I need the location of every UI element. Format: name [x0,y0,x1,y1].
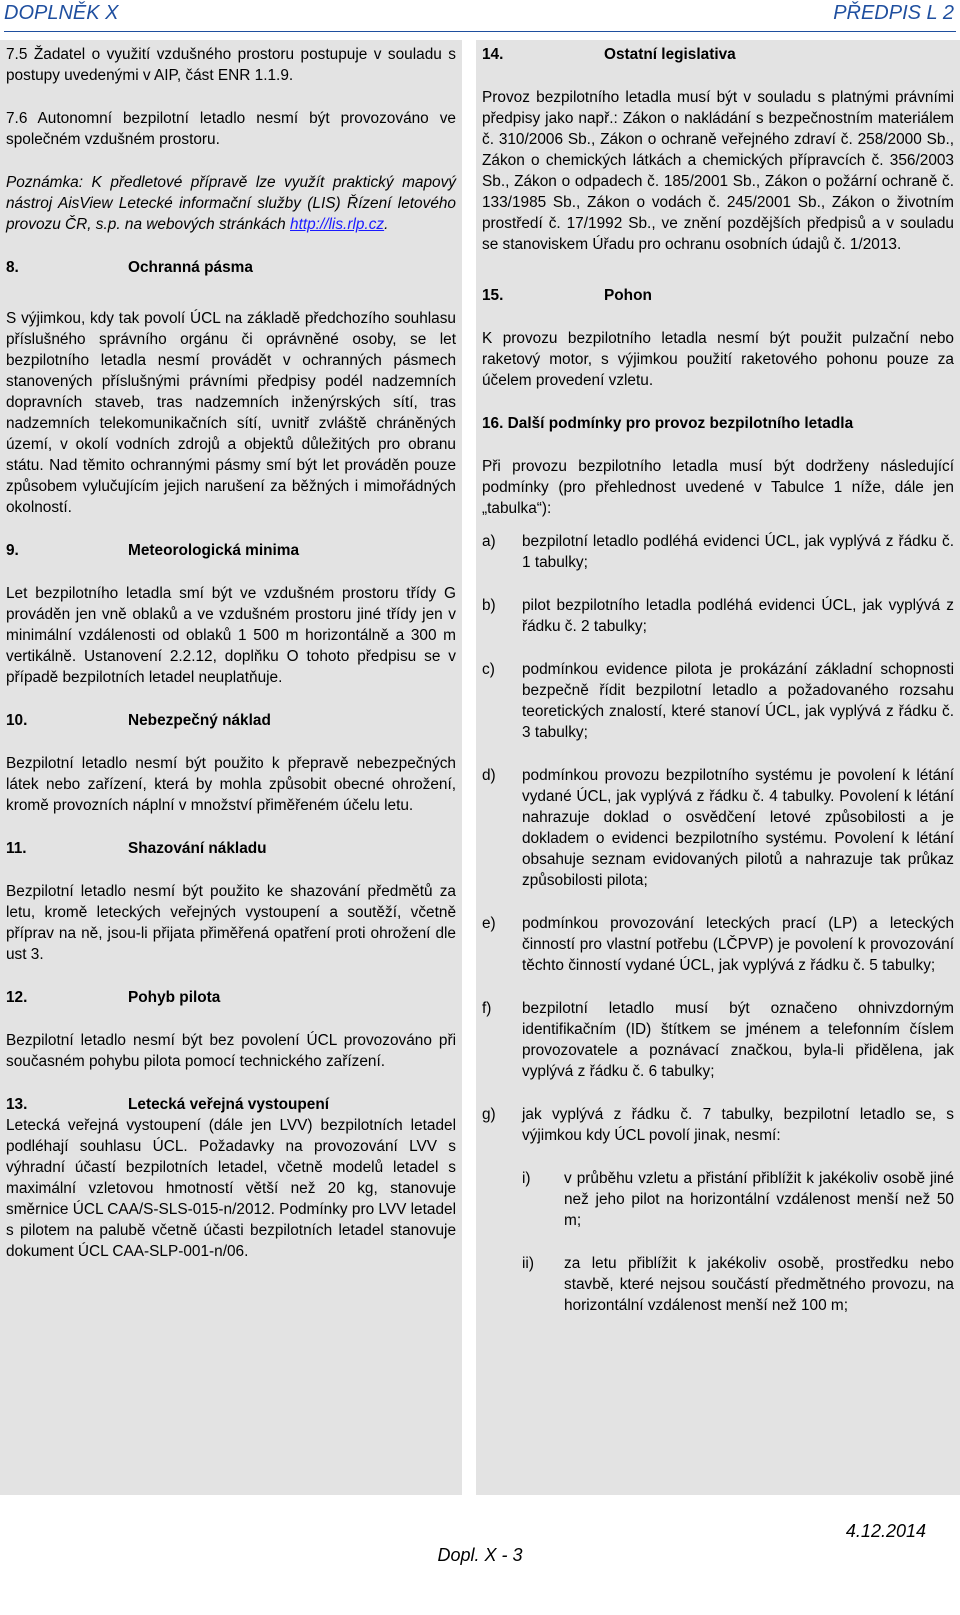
section-number: 15. [482,287,504,304]
footer-date: 4.12.2014 [845,1521,926,1541]
list-item [482,1104,954,1146]
section-title: Meteorologická minima [128,542,300,559]
section-number: 14. [482,46,504,63]
left-column [0,40,462,1495]
section-heading-10 [6,710,456,731]
subitem-label: i) [522,1170,531,1187]
section-number: 8. [6,259,19,276]
section-title: Pohon [604,287,652,304]
list-item [482,595,954,637]
section-number: 11. [6,840,27,857]
header-divider [4,31,956,32]
subitem-text: za letu přiblížit k jakékoliv osobě, prostředku nebo stavbě, které nejsou součástí předmětného provozu, na horizontální vzdálenost menší než 100 m; [564,1255,954,1314]
section-title: Ostatní legislativa [604,46,736,63]
section-title: Nebezpečný náklad [128,712,271,729]
item-label: c) [482,661,495,678]
list-item [482,913,954,976]
note-end: . [384,216,389,233]
subitem-label: ii) [522,1255,534,1272]
note-paragraph [6,172,456,235]
item-text: podmínkou evidence pilota je prokázání základní schopnosti bezpečně řídit bezpilotní letadlo a požadovaného rozsahu teoretických znalostí, které stanoví ÚCL, jak vyplývá z řádku č. 3 tabulky; [522,661,954,741]
section-13-text: Letecká veřejná vystoupení (dále jen LVV) bezpilotních letadel podléhají souhlasu ÚCL. Požadavky na provozování LVV s výhradní účastí bezpilotních letadel, včetně modelů letadel s maximální vzletovou hmotností větší než 20 kg, stanovuje směrnice ÚCL CAA/S-SLS-015-n/2012. Podmínky pro LVV letadel s pilotem na palubě včetně účasti bezpilotních letadel stanovuje dokument ÚCL CAA-SLP-001-n/06. [6,1117,456,1260]
list-item [482,531,954,573]
section-heading-15 [482,285,954,306]
section-title: Letecká veřejná vystoupení [128,1096,330,1113]
list-item [482,998,954,1082]
section-number: 12. [6,989,28,1006]
item-text: podmínkou provozu bezpilotního systému je povolení k létání vydané ÚCL, jak vyplývá z řádku č. 4 tabulky. Povolení k létání nahrazuje doklad o osvědčení letové způsobilosti a je dokladem o evidenci bezpilotního systému. Povolení k létání obsahuje seznam evidovaných pilotů a nahrazuje tak průkaz způsobilosti pilota; [522,767,954,889]
section-title: Ochranná pásma [128,259,253,276]
section-number: 10. [6,712,28,729]
section-heading-14 [482,44,954,65]
section-10-text: Bezpilotní letadlo nesmí být použito k přepravě nebezpečných látek nebo zařízení, která by mohla způsobit obecné ohrožení, kromě provozních náplní v množství přiměřeném účelu letu. [6,755,456,814]
note-text: Poznámka: K předletové přípravě lze využít praktický mapový nástroj AisView Letecké informační služby (LIS) Řízení letového provozu ČR, s.p. na webových stránkách [6,174,456,233]
footer-page-number: Dopl. X - 3 [437,1545,523,1565]
header-left-title: DOPLNĚK X [4,2,119,24]
sub-list-item [522,1253,954,1316]
section-heading-9 [6,540,456,561]
lis-link[interactable]: http://lis.rlp.cz [290,216,385,233]
item-label: b) [482,597,496,614]
section-number: 13. [6,1096,28,1113]
list-item [482,765,954,891]
section-heading-12 [6,987,456,1008]
section-number: 9. [6,542,19,559]
item-text: bezpilotní letadlo musí být označeno ohnivzdorným identifikačním (ID) štítkem se jménem a telefonním číslem provozovatele a poznávací značkou, byla-li přidělena, jak vyplývá z řádku č. 6 tabulky; [522,1000,954,1080]
section-heading-16: 16. Další podmínky pro provoz bezpilotního letadla [482,415,854,432]
subitem-text: v průběhu vzletu a přistání přiblížit k jakékoliv osobě jiné než jeho pilot na horizontální vzdálenost menší než 50 m; [564,1170,954,1229]
section-9-text: Let bezpilotního letadla smí být ve vzdušném prostoru třídy G prováděn jen vně oblaků a ve vzdušném prostoru jiné třídy jen v minimální vzdálenosti od oblaků 1 500 m horizontálně a 300 m vertikálně. Ustanovení 2.2.12, doplňku O tohoto předpisu se v případě bezpilotních letadel neuplatňuje. [6,585,456,686]
section-heading-8 [6,257,456,278]
section-title: Pohyb pilota [128,989,221,1006]
section-8-text: S výjimkou, kdy tak povolí ÚCL na základě předchozího souhlasu příslušného správního orgánu či oprávněné osoby, se let bezpilotního letadla nesmí provádět v ochranných pásmech stanovených příslušnými právními předpisy podél nadzemních dopravních staveb, tras nadzemních inženýrských sítí, tras nadzemních telekomunikačních sítí, uvnitř zvláště chráněných území, v okolí vodních zdrojů a objektů důležitých pro obranu státu. Nad těmito ochrannými pásmy smí být let prováděn pouze způsobem vylučujícím jejich narušení za běžných i mimořádných okolností. [6,310,456,516]
paragraph-7-5: 7.5 Žadatel o využití vzdušného prostoru postupuje v souladu s postupy uvedenými v AIP, část ENR 1.1.9. [6,46,456,84]
sub-list-item [522,1168,954,1231]
item-text: pilot bezpilotního letadla podléhá evidenci ÚCL, jak vyplývá z řádku č. 2 tabulky; [522,597,954,635]
list-item [482,659,954,743]
item-text: podmínkou provozování leteckých prací (LP) a leteckých činností pro vlastní potřebu (LČPVP) je povolení k provozování těchto činností vydané ÚCL, jak vyplývá z řádku č. 5 tabulky; [522,915,954,974]
item-label: f) [482,1000,492,1017]
item-label: a) [482,533,496,550]
item-text: jak vyplývá z řádku č. 7 tabulky, bezpilotní letadlo se, s výjimkou kdy ÚCL povolí jinak, nesmí: [522,1106,954,1144]
section-heading-11 [6,838,456,859]
section-16-intro: Při provozu bezpilotního letadla musí být dodrženy následující podmínky (pro přehlednost uvedené v Tabulce 1 níže, dále jen „tabulka“): [482,458,954,517]
section-14-text: Provoz bezpilotního letadla musí být v souladu s platnými právními předpisy jako např.: Zákon o nakládání s bezpečnostním materiálem č. 310/2006 Sb., Zákon o ochraně veřejného zdraví č. 258/2000 Sb., Zákon o chemických látkách a chemických přípravcích č. 356/2003 Sb., Zákon o odpadech č. 185/2001 Sb., Zákon o požární ochraně č. 133/1985 Sb., Zákon o vodách č. 245/2001 Sb., Zákon o životním prostředí č. 17/1992 Sb., ve znění pozdějších předpisů a v souladu se stanoviskem Úřadu pro ochranu osobních údajů č. 1/2013. [482,89,954,253]
paragraph-7-6: 7.6 Autonomní bezpilotní letadlo nesmí být provozováno ve společném vzdušném prostoru. [6,110,456,148]
section-12-text: Bezpilotní letadlo nesmí být bez povolení ÚCL provozováno při současném pohybu pilota pomocí technického zařízení. [6,1032,456,1070]
right-column [476,40,960,1495]
header-right-title: PŘEDPIS L 2 [833,2,954,24]
section-title: Shazování nákladu [128,840,267,857]
section-11-text: Bezpilotní letadlo nesmí být použito ke shazování předmětů za letu, kromě leteckých veřejných vystoupení a soutěží, včetně příprav na ně, jsou-li přijata přiměřená opatření proti ohrožení dle ust 3. [6,883,456,963]
item-label: e) [482,915,496,932]
item-text: bezpilotní letadlo podléhá evidenci ÚCL, jak vyplývá z řádku č. 1 tabulky; [522,533,954,571]
section-15-text: K provozu bezpilotního letadla nesmí být použit pulzační nebo raketový motor, s výjimkou použití raketového pohonu pouze za účelem provedení vzletu. [482,330,954,389]
item-label: g) [482,1106,496,1123]
section-heading-13 [6,1094,456,1115]
item-label: d) [482,767,496,784]
